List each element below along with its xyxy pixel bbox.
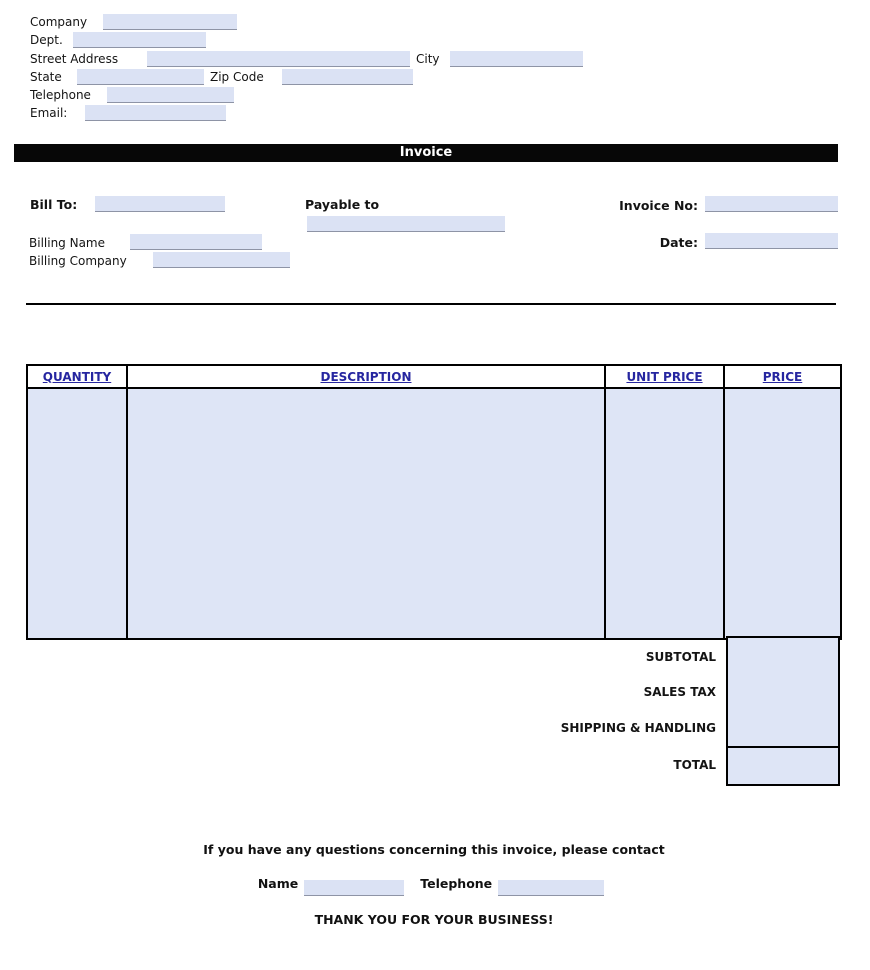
items-table xyxy=(26,364,842,640)
unit-price-entry-area[interactable] xyxy=(606,389,725,638)
total-amount-box[interactable] xyxy=(726,746,840,786)
email-field[interactable] xyxy=(85,105,226,121)
bill-to-label: Bill To: xyxy=(30,197,78,212)
billing-name-label: Billing Name xyxy=(29,236,106,250)
dept-label: Dept. xyxy=(30,33,63,47)
contact-fields-row xyxy=(26,876,842,896)
dept-field[interactable] xyxy=(73,32,206,48)
price-entry-area[interactable] xyxy=(725,389,840,638)
thank-you-note: THANK YOU FOR YOUR BUSINESS! xyxy=(314,912,554,927)
zip-code-label: Zip Code xyxy=(210,70,264,84)
invoice-title-bar: Invoice xyxy=(14,144,838,162)
company-field[interactable] xyxy=(103,14,237,30)
telephone-field[interactable] xyxy=(107,87,234,103)
contact-name-field[interactable] xyxy=(304,880,404,896)
bill-to-field[interactable] xyxy=(95,196,225,212)
payable-to-field[interactable] xyxy=(307,216,505,232)
date-label: Date: xyxy=(659,235,698,250)
date-field[interactable] xyxy=(705,233,838,249)
section-divider xyxy=(26,303,836,305)
price-header: PRICE xyxy=(762,369,803,384)
city-label: City xyxy=(416,52,440,66)
description-entry-area[interactable] xyxy=(128,389,606,638)
description-header: DESCRIPTION xyxy=(128,366,606,387)
state-field[interactable] xyxy=(77,69,204,85)
contact-name-label: Name xyxy=(257,876,299,891)
total-label: TOTAL xyxy=(673,758,716,772)
company-label: Company xyxy=(30,15,88,29)
billing-company-field[interactable] xyxy=(153,252,290,268)
email-label: Email: xyxy=(30,106,68,120)
items-table-body-row xyxy=(28,387,840,638)
street-address-label: Street Address xyxy=(30,52,119,66)
quantity-header: QUANTITY xyxy=(28,366,128,387)
items-table-header-row xyxy=(28,366,840,387)
state-label: State xyxy=(30,70,62,84)
billing-name-field[interactable] xyxy=(130,234,262,250)
sales-tax-label: SALES TAX xyxy=(643,685,716,699)
street-address-field[interactable] xyxy=(147,51,410,67)
telephone-label: Telephone xyxy=(30,88,91,102)
contact-note: If you have any questions concerning this invoice, please contact xyxy=(203,842,665,857)
quantity-entry-area[interactable] xyxy=(28,389,128,638)
totals-amount-box[interactable] xyxy=(726,636,840,748)
unit-price-header: UNIT PRICE xyxy=(606,366,725,387)
payable-to-label: Payable to xyxy=(305,197,380,212)
contact-telephone-label: Telephone xyxy=(420,876,493,891)
subtotal-label: SUBTOTAL xyxy=(645,650,716,664)
invoice-no-label: Invoice No: xyxy=(619,198,698,213)
shipping-handling-label: SHIPPING & HANDLING xyxy=(560,721,716,735)
zip-code-field[interactable] xyxy=(282,69,413,85)
invoice-no-field[interactable] xyxy=(705,196,838,212)
city-field[interactable] xyxy=(450,51,583,67)
contact-telephone-field[interactable] xyxy=(498,880,604,896)
billing-company-label: Billing Company xyxy=(29,254,127,268)
